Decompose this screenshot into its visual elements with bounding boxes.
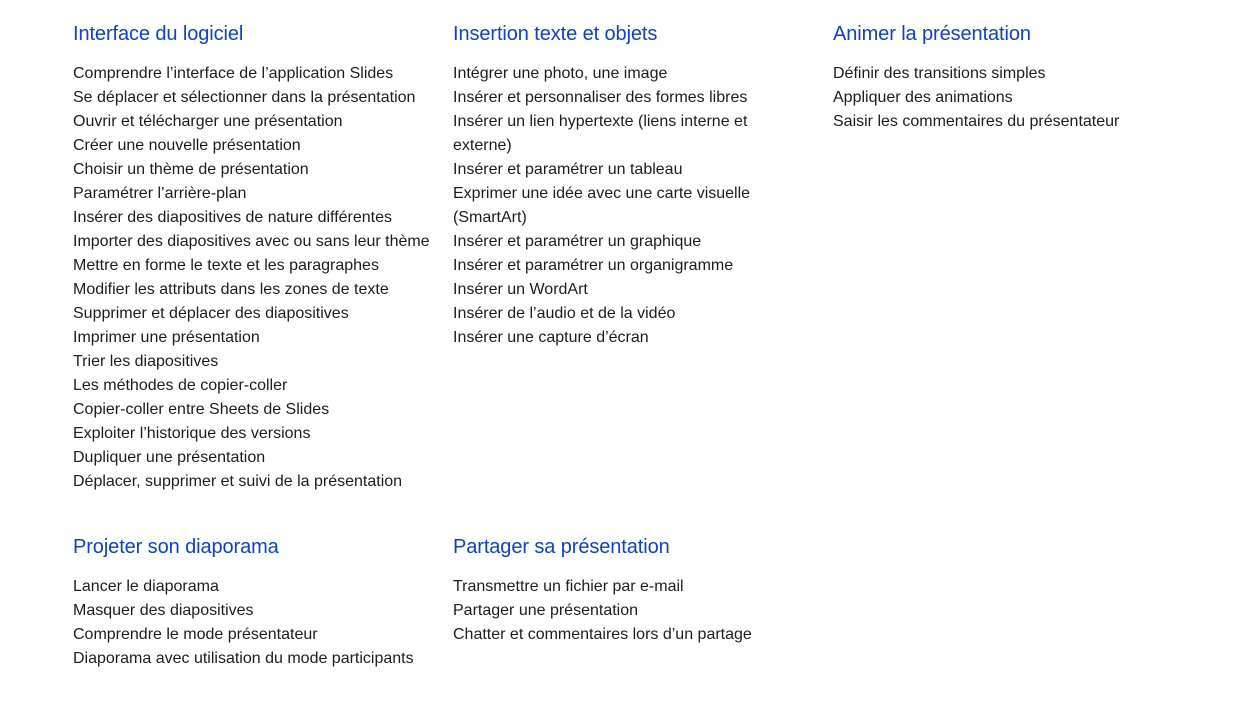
section-title: Projeter son diaporama (73, 536, 279, 558)
section-item-list (453, 62, 773, 350)
list-item: Définir des transitions simples (833, 65, 1046, 82)
list-item: Déplacer, supprimer et suivi de la présentation (73, 473, 403, 490)
list-item: Insérer et paramétrer un tableau (453, 161, 683, 178)
list-item: Lancer le diaporama (73, 578, 219, 595)
list-item: Insérer et paramétrer un organigramme (453, 257, 734, 274)
list-item: Insérer une capture d’écran (453, 329, 649, 346)
list-item: Intégrer une photo, une image (453, 65, 668, 82)
list-item: Insérer un lien hypertexte (liens interne et externe) (453, 113, 748, 154)
section-title: Animer la présentation (833, 23, 1031, 45)
section-projeter-son-diaporama (73, 535, 433, 671)
list-item: Créer une nouvelle présentation (73, 137, 301, 154)
list-item: Transmettre un fichier par e-mail (453, 578, 684, 595)
section-interface-du-logiciel (73, 22, 433, 494)
section-item-list (453, 575, 813, 647)
list-item: Modifier les attributs dans les zones de texte (73, 281, 389, 298)
section-item-list (73, 575, 433, 671)
list-item: Ouvrir et télécharger une présentation (73, 113, 343, 130)
list-item: Trier les diapositives (73, 353, 219, 370)
list-item: Mettre en forme le texte et les paragraphes (73, 257, 379, 274)
list-item: Diaporama avec utilisation du mode participants (73, 650, 414, 667)
section-title: Interface du logiciel (73, 23, 244, 45)
list-item: Insérer un WordArt (453, 281, 588, 298)
list-item: Comprendre l’interface de l’application Slides (73, 65, 394, 82)
section-animer-la-presentation (833, 22, 1193, 134)
section-title: Partager sa présentation (453, 536, 670, 558)
list-item: Appliquer des animations (833, 89, 1013, 106)
list-item: Insérer et paramétrer un graphique (453, 233, 702, 250)
list-item: Chatter et commentaires lors d’un partage (453, 626, 752, 643)
section-item-list (833, 62, 1193, 134)
list-item: Saisir les commentaires du présentateur (833, 113, 1120, 130)
section-item-list (73, 62, 433, 494)
section-title: Insertion texte et objets (453, 23, 658, 45)
list-item: Exprimer une idée avec une carte visuelle (SmartArt) (453, 185, 751, 226)
list-item: Se déplacer et sélectionner dans la présentation (73, 89, 416, 106)
list-item: Exploiter l’historique des versions (73, 425, 311, 442)
list-item: Insérer et personnaliser des formes libres (453, 89, 748, 106)
section-partager-sa-presentation (453, 535, 813, 647)
list-item: Comprendre le mode présentateur (73, 626, 318, 643)
list-item: Les méthodes de copier-coller (73, 377, 288, 394)
list-item: Copier-coller entre Sheets de Slides (73, 401, 330, 418)
list-item: Insérer des diapositives de nature différentes (73, 209, 393, 226)
section-insertion-texte-et-objets (453, 22, 773, 350)
list-item: Dupliquer une présentation (73, 449, 266, 466)
list-item: Supprimer et déplacer des diapositives (73, 305, 349, 322)
list-item: Imprimer une présentation (73, 329, 260, 346)
list-item: Partager une présentation (453, 602, 639, 619)
list-item: Importer des diapositives avec ou sans leur thème (73, 233, 430, 250)
list-item: Choisir un thème de présentation (73, 161, 309, 178)
list-item: Paramétrer l’arrière-plan (73, 185, 247, 202)
list-item: Insérer de l’audio et de la vidéo (453, 305, 676, 322)
list-item: Masquer des diapositives (73, 602, 254, 619)
